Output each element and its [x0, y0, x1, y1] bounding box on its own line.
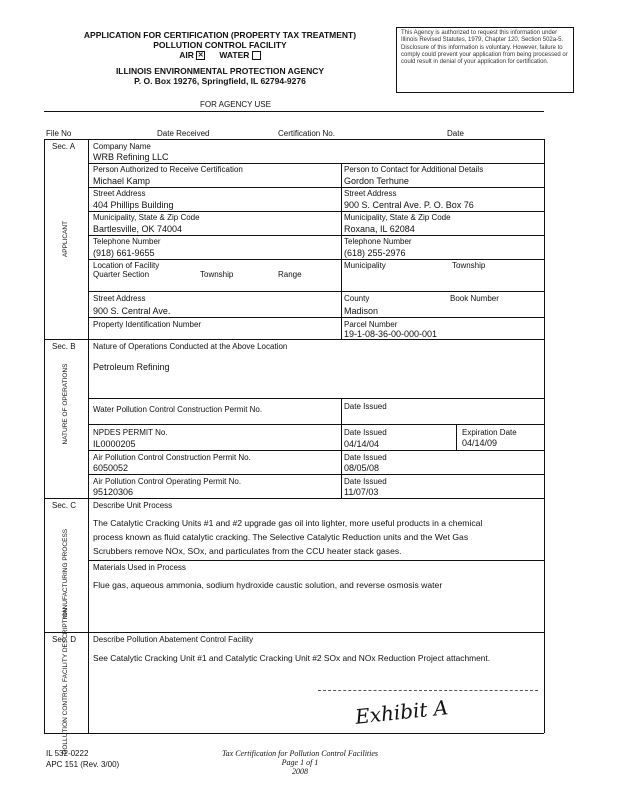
npdes-field[interactable]: IL0000205	[93, 439, 136, 449]
air-oper-date-field[interactable]: 11/07/03	[344, 487, 379, 497]
process-line-2: process known as fluid catalytic cracking. The Selective Catalytic Reduction units and the Wet Gas	[93, 532, 469, 542]
expiration-field[interactable]: 04/14/09	[462, 438, 498, 448]
npdes-date-label: Date Issued	[344, 428, 387, 437]
footer-caption-text: Tax Certification for Pollution Control Facilities	[221, 749, 379, 758]
phone1-field[interactable]: (918) 661-9655	[93, 248, 155, 258]
footer-caption	[190, 749, 410, 776]
person-cert-label: Person Authorized to Receive Certification	[93, 165, 243, 174]
street2-field[interactable]: 900 S. Central Ave. P. O. Box 76	[344, 200, 474, 210]
person-cert-field[interactable]: Michael Kamp	[93, 176, 151, 186]
township2-label: Township	[452, 261, 486, 270]
describe-abatement-label: Describe Pollution Abatement Control Facility	[93, 635, 254, 644]
street1-field[interactable]: 404 Phillips Building	[93, 200, 174, 210]
street1-label: Street Address	[93, 189, 146, 198]
describe-process-label: Describe Unit Process	[93, 501, 173, 510]
air-label: AIR	[179, 50, 194, 60]
file-no-label: File No	[46, 129, 72, 138]
sec-d-label: Sec. D	[52, 635, 77, 644]
date-received-label: Date Received	[157, 129, 210, 138]
township-label: Township	[200, 270, 234, 279]
process-line-1: The Catalytic Cracking Units #1 and #2 upgrade gas oil into lighter, more useful products in a chemical	[93, 518, 483, 528]
materials-field[interactable]: Flue gas, aqueous ammonia, sodium hydroxide caustic solution, and reverse osmosis water	[93, 580, 443, 590]
phone1-label: Telephone Number	[93, 237, 161, 246]
expiration-label: Expiration Date	[462, 428, 517, 437]
exhibit-label: Exhibit A	[354, 695, 450, 729]
company-name-label: Company Name	[93, 142, 151, 151]
person-contact-label: Person to Contact for Additional Details	[344, 165, 484, 174]
form-title	[55, 30, 385, 86]
sec-c-side-label: MANUFACTURING PROCESS	[62, 528, 69, 620]
fac-street-field[interactable]: 900 S. Central Ave.	[93, 306, 171, 316]
sec-c-label: Sec. C	[52, 501, 77, 510]
sec-d-side-label: POLLUTION CONTROL FACILITY DESCRIPTION	[62, 607, 69, 754]
person-contact-field[interactable]: Gordon Terhune	[344, 176, 409, 186]
certification-no-label: Certification No.	[278, 129, 335, 138]
privacy-notice-text: This Agency is authorized to request this information under Illinois Revised Statutes, 1979, Chapter 120, Section 502a-5. Disclosure of this information is voluntary. However, failure to comply could prevent your application from being processed or could result in denial of your application for certification.	[401, 30, 568, 66]
city1-field[interactable]: Bartlesville, OK 74004	[93, 224, 183, 234]
footer-page: Page 1 of 1	[281, 758, 319, 767]
air-checkbox[interactable]: ✕	[197, 52, 204, 60]
air-const-label: Air Pollution Control Construction Permit No.	[93, 453, 251, 462]
municipality-label: Municipality	[344, 261, 386, 270]
footer-year: 2008	[292, 767, 308, 776]
form-title-line2: POLLUTION CONTROL FACILITY	[153, 40, 287, 50]
city2-field[interactable]: Roxana, IL 62084	[344, 224, 415, 234]
date-label: Date	[447, 129, 464, 138]
npdes-label: NPDES PERMIT No.	[93, 428, 168, 437]
sec-b-side-label: NATURE OF OPERATIONS	[62, 363, 69, 445]
form-number: IL 532-0222	[46, 749, 89, 758]
air-oper-field[interactable]: 95120306	[93, 487, 134, 497]
water-label: WATER	[219, 50, 250, 60]
pin-label: Property Identification Number	[93, 320, 202, 329]
water-permit-date-label: Date Issued	[344, 402, 387, 411]
sec-b-label: Sec. B	[52, 342, 76, 351]
street2-label: Street Address	[344, 189, 397, 198]
npdes-date-field[interactable]: 04/14/04	[344, 439, 380, 449]
quarter-section-label: Quarter Section	[93, 270, 150, 279]
parcel-label: Parcel Number	[344, 320, 398, 329]
water-checkbox[interactable]	[252, 51, 261, 60]
form-title-line1: APPLICATION FOR CERTIFICATION (PROPERTY TAX TREATMENT)	[83, 30, 357, 40]
company-name-field[interactable]: WRB Refining LLC	[93, 152, 169, 162]
fac-street-label: Street Address	[93, 294, 146, 303]
phone2-field[interactable]: (618) 255-2976	[344, 248, 406, 258]
location-label: Location of Facility	[93, 261, 160, 270]
nature-field[interactable]: Petroleum Refining	[93, 362, 170, 372]
signature-line	[318, 690, 538, 691]
air-oper-label: Air Pollution Control Operating Permit No.	[93, 477, 242, 486]
city2-label: Municipality, State & Zip Code	[344, 213, 451, 222]
range-label: Range	[278, 270, 302, 279]
water-permit-label: Water Pollution Control Construction Permit No.	[93, 405, 263, 414]
air-water-checkboxes	[55, 50, 385, 60]
county-label: County	[344, 294, 370, 303]
abatement-field[interactable]: See Catalytic Cracking Unit #1 and Catalytic Cracking Unit #2 SOx and NOx Reduction Project attachment.	[93, 653, 491, 663]
air-const-date-label: Date Issued	[344, 453, 387, 462]
sec-a-label: Sec. A	[52, 142, 76, 151]
parcel-field[interactable]: 19-1-08-36-00-000-001	[344, 329, 438, 339]
book-number-label: Book Number	[450, 294, 499, 303]
city1-label: Municipality, State & Zip Code	[93, 213, 200, 222]
materials-label: Materials Used in Process	[93, 563, 186, 572]
phone2-label: Telephone Number	[344, 237, 412, 246]
agency-address: P. O. Box 19276, Springfield, IL 62794-9276	[134, 76, 306, 87]
agency-use-label: FOR AGENCY USE	[200, 100, 271, 109]
air-const-date-field[interactable]: 08/05/08	[344, 463, 380, 473]
county-field[interactable]: Madison	[344, 306, 379, 316]
nature-label: Nature of Operations Conducted at the Above Location	[93, 342, 288, 351]
agency-name: ILLINOIS ENVIRONMENTAL PROTECTION AGENCY	[115, 66, 325, 77]
privacy-notice	[396, 27, 574, 93]
sec-a-side-label: APPLICANT	[62, 220, 69, 258]
air-oper-date-label: Date Issued	[344, 477, 387, 486]
air-const-field[interactable]: 6050052	[93, 463, 129, 473]
apc-number: APC 151 (Rev. 3/00)	[46, 760, 120, 769]
process-line-3: Scrubbers remove NOx, SOx, and particulates from the CCU heater stack gases.	[93, 546, 402, 556]
